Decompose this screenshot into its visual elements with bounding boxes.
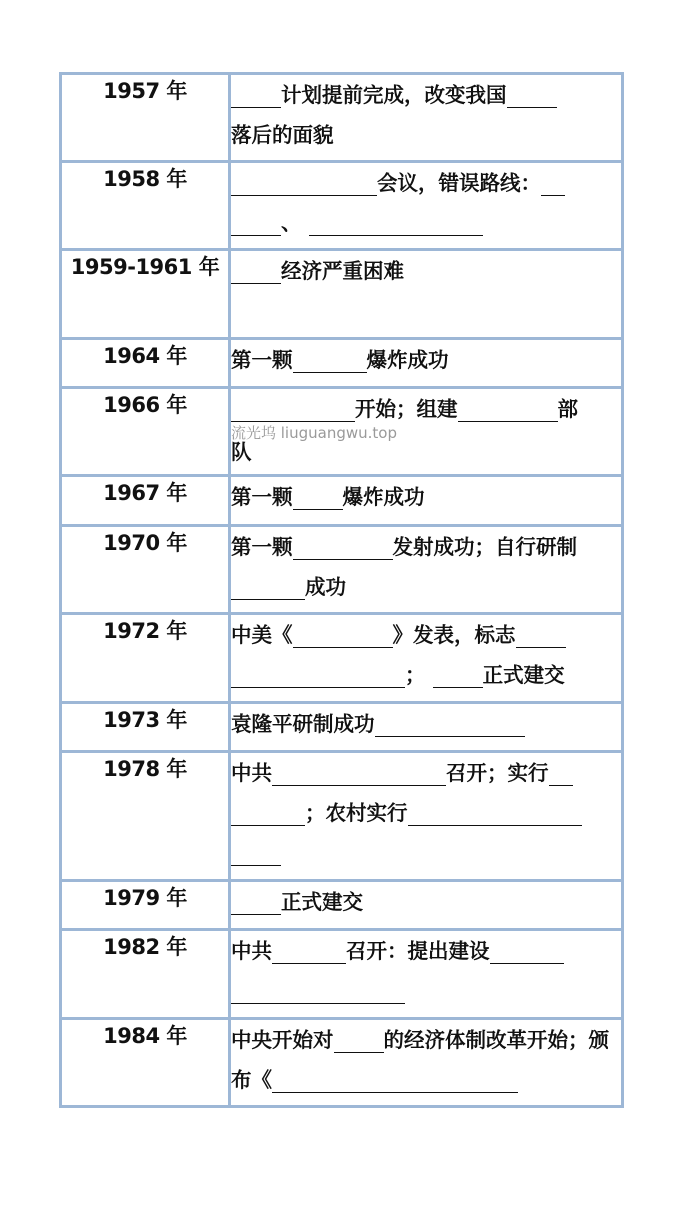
table-row	[61, 162, 623, 250]
year-cell: 1979 年	[61, 881, 230, 930]
table-row	[61, 1019, 623, 1107]
answer-blank[interactable]	[408, 799, 582, 826]
answer-blank[interactable]	[293, 533, 393, 560]
table-row	[61, 614, 623, 703]
year-cell: 1972 年	[61, 614, 230, 703]
answer-blank[interactable]	[293, 346, 367, 373]
answer-blank[interactable]	[293, 483, 343, 510]
answer-blank[interactable]	[293, 621, 393, 648]
answer-blank[interactable]	[231, 81, 281, 108]
table-row	[61, 526, 623, 614]
answer-blank[interactable]	[272, 937, 346, 964]
answer-blank[interactable]	[231, 209, 281, 236]
year-cell: 1984 年	[61, 1019, 230, 1107]
event-cell: 中共 召开；实行 ；农村实行	[230, 752, 623, 881]
year-cell: 1959-1961 年	[61, 250, 230, 339]
answer-blank[interactable]	[507, 81, 557, 108]
answer-blank[interactable]	[516, 621, 566, 648]
year-cell: 1973 年	[61, 703, 230, 752]
year-cell: 1958 年	[61, 162, 230, 250]
year-cell: 1967 年	[61, 476, 230, 526]
event-cell: 中共 召开：提出建设	[230, 930, 623, 1019]
table-row	[61, 74, 623, 162]
answer-blank[interactable]	[375, 710, 525, 737]
table-row	[61, 930, 623, 1019]
table-row	[61, 881, 623, 930]
answer-blank[interactable]	[231, 661, 405, 688]
answer-blank[interactable]	[490, 937, 564, 964]
event-cell: 经济严重困难	[230, 250, 623, 339]
answer-blank[interactable]	[272, 1066, 518, 1093]
answer-blank[interactable]	[231, 888, 281, 915]
table-row	[61, 476, 623, 526]
year-cell: 1957 年	[61, 74, 230, 162]
year-cell: 1970 年	[61, 526, 230, 614]
event-cell: 会议，错误路线： 、	[230, 162, 623, 250]
event-cell: 正式建交	[230, 881, 623, 930]
table-row	[61, 703, 623, 752]
event-cell: 第一颗 爆炸成功	[230, 339, 623, 388]
answer-blank[interactable]	[549, 759, 573, 786]
event-cell: 袁隆平研制成功	[230, 703, 623, 752]
table-row	[61, 752, 623, 881]
answer-blank[interactable]	[433, 661, 483, 688]
answer-blank[interactable]	[231, 573, 305, 600]
watermark-text: 流光坞 liuguangwu.top	[231, 424, 397, 442]
table-row	[61, 339, 623, 388]
answer-blank[interactable]	[231, 799, 305, 826]
table-row	[61, 250, 623, 339]
event-cell: 中美《 》发表，标志 ； 正式建交	[230, 614, 623, 703]
answer-blank[interactable]	[541, 169, 565, 196]
history-timeline-table	[59, 72, 624, 1108]
answer-blank[interactable]	[272, 759, 446, 786]
event-cell: 中央开始对 的经济体制改革开始；颁布《	[230, 1019, 623, 1107]
answer-blank[interactable]	[231, 257, 281, 284]
answer-blank[interactable]	[458, 395, 558, 422]
answer-blank[interactable]	[231, 395, 355, 422]
event-cell: 第一颗 发射成功；自行研制成功	[230, 526, 623, 614]
year-cell: 1966 年	[61, 388, 230, 476]
event-cell: 开始；组建 部 流光坞 liuguangwu.top 队	[230, 388, 623, 476]
year-cell: 1964 年	[61, 339, 230, 388]
answer-blank[interactable]	[309, 209, 483, 236]
answer-blank[interactable]	[231, 977, 405, 1004]
table-row	[61, 388, 623, 476]
year-cell: 1978 年	[61, 752, 230, 881]
answer-blank[interactable]	[334, 1026, 384, 1053]
event-cell: 计划提前完成，改变我国 落后的面貌	[230, 74, 623, 162]
year-cell: 1982 年	[61, 930, 230, 1019]
answer-blank[interactable]	[231, 839, 281, 866]
answer-blank[interactable]	[231, 169, 377, 196]
event-cell: 第一颗 爆炸成功	[230, 476, 623, 526]
